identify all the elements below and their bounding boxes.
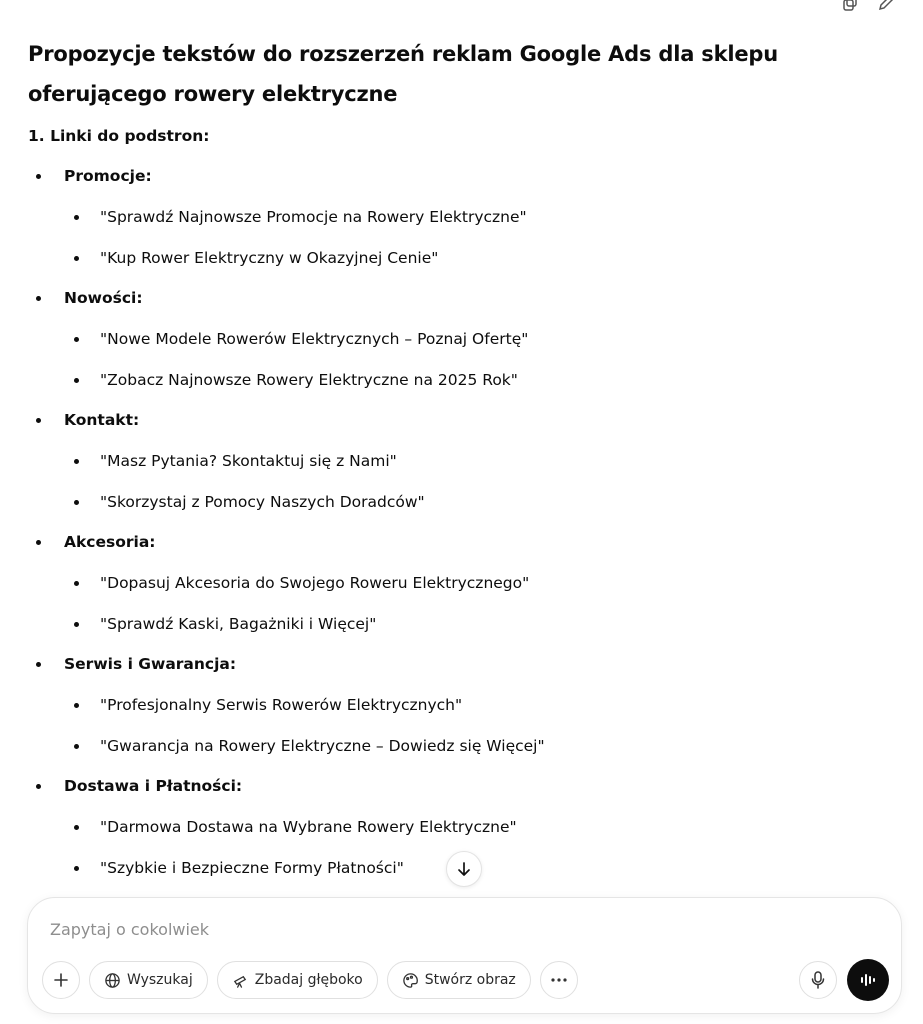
- voice-waveform-icon: [859, 972, 877, 988]
- create-image-label: Stwórz obraz: [424, 972, 516, 988]
- search-button[interactable]: [89, 961, 208, 999]
- scroll-down-button[interactable]: [446, 851, 482, 887]
- pencil-icon[interactable]: [877, 0, 895, 12]
- ad-text-item: "Skorzystaj z Pomocy Naszych Doradców": [64, 473, 888, 514]
- arrow-down-icon: [456, 861, 472, 877]
- category-title: Dostawa i Płatności:: [64, 777, 243, 795]
- telescope-icon: [232, 972, 249, 989]
- add-attachment-button[interactable]: [42, 961, 80, 999]
- deep-research-button[interactable]: [217, 961, 378, 999]
- subitem-list: [64, 554, 888, 636]
- ad-text-item: "Profesjonalny Serwis Rowerów Elektrycznych": [64, 676, 888, 717]
- ad-text-item: "Sprawdź Najnowsze Promocje na Rowery Elektryczne": [64, 188, 888, 229]
- create-image-button[interactable]: [387, 961, 531, 999]
- category-title: Akcesoria:: [64, 533, 156, 551]
- composer-right-tools: [799, 959, 889, 1001]
- category-item: [28, 270, 888, 392]
- dictate-button[interactable]: [799, 961, 837, 999]
- prompt-composer: [27, 897, 902, 1014]
- copy-icon[interactable]: [841, 0, 859, 12]
- category-item: [28, 392, 888, 514]
- voice-mode-button[interactable]: [847, 959, 889, 1001]
- ad-text-item: "Sprawdź Kaski, Bagażniki i Więcej": [64, 595, 888, 636]
- more-tools-button[interactable]: [540, 961, 578, 999]
- palette-icon: [402, 972, 419, 989]
- subitem-list: [64, 310, 888, 392]
- category-item: [28, 148, 888, 270]
- response-title: Propozycje tekstów do rozszerzeń reklam Google Ads dla sklepu oferującego rowery elektryczne: [28, 42, 778, 106]
- ad-text-item: "Kup Rower Elektryczny w Okazyjnej Cenie": [64, 229, 888, 270]
- globe-icon: [104, 972, 121, 989]
- category-title: Promocje:: [64, 167, 152, 185]
- subitem-list: [64, 676, 888, 758]
- category-item: [28, 514, 888, 636]
- ad-text-item: "Dopasuj Akcesoria do Swojego Roweru Elektrycznego": [64, 554, 888, 595]
- composer-tools: [42, 961, 578, 999]
- ad-text-item: "Zobacz Najnowsze Rowery Elektryczne na 2025 Rok": [64, 351, 888, 392]
- plus-icon: [53, 972, 69, 988]
- ellipsis-icon: [551, 978, 567, 982]
- search-button-label: Wyszukaj: [127, 972, 193, 988]
- assistant-message: [28, 34, 888, 880]
- ad-text-item: "Darmowa Dostawa na Wybrane Rowery Elektryczne": [64, 798, 888, 839]
- microphone-icon: [811, 971, 825, 989]
- deep-research-label: Zbadaj głęboko: [254, 972, 363, 988]
- category-title: Nowości:: [64, 289, 143, 307]
- subitem-list: [64, 432, 888, 514]
- category-title: Serwis i Gwarancja:: [64, 655, 237, 673]
- category-item: [28, 636, 888, 758]
- subitem-list: [64, 188, 888, 270]
- section-heading: 1. Linki do podstron:: [28, 127, 210, 145]
- ad-text-item: "Nowe Modele Rowerów Elektrycznych – Poznaj Ofertę": [64, 310, 888, 351]
- prompt-input[interactable]: Zapytaj o cokolwiek: [50, 920, 210, 939]
- category-list: [28, 148, 888, 880]
- ad-text-item: "Gwarancja na Rowery Elektryczne – Dowiedz się Więcej": [64, 717, 888, 758]
- category-title: Kontakt:: [64, 411, 140, 429]
- message-actions: [841, 0, 895, 12]
- ad-text-item: "Szybkie i Bezpieczne Formy Płatności": [64, 839, 888, 880]
- ad-text-item: "Masz Pytania? Skontaktuj się z Nami": [64, 432, 888, 473]
